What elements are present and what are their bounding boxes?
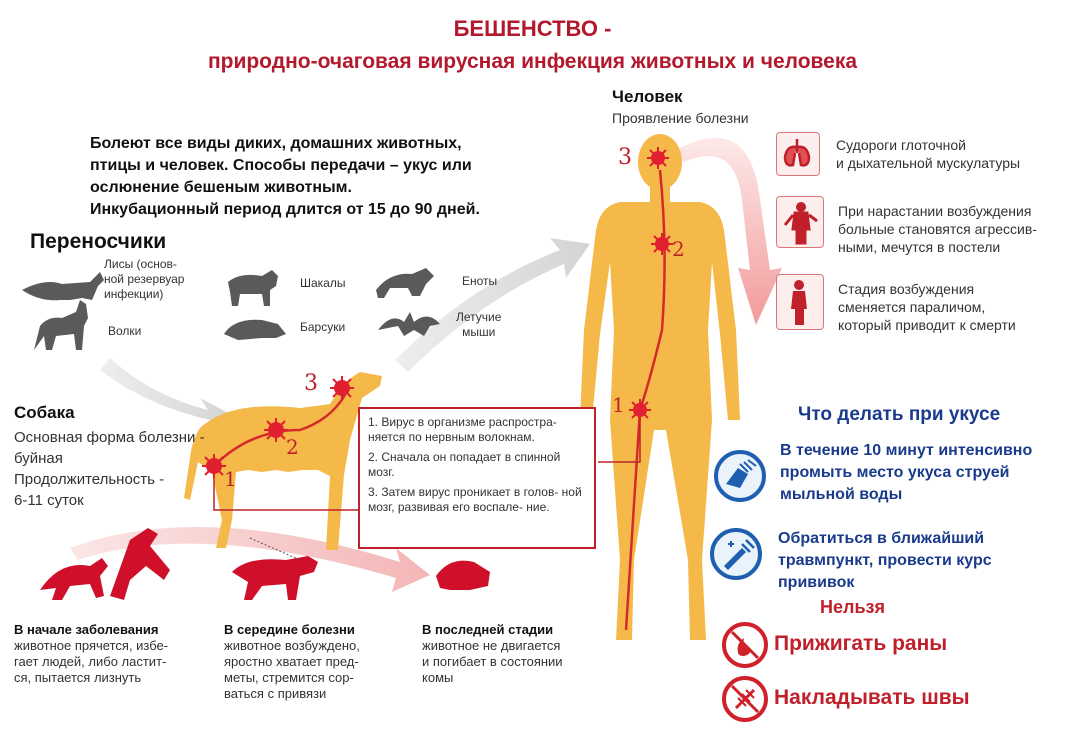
human-nerve-marker-1 <box>629 399 651 421</box>
action-line: В течение 10 минут интенсивно <box>780 442 1033 459</box>
dog-nerve-marker-2 <box>264 418 288 442</box>
lungs-icon <box>776 132 820 176</box>
stage-2-title: В середине болезни <box>224 622 355 637</box>
stage-line: меты, стремится сор- <box>224 670 354 685</box>
intro-line: птицы и человек. Способы передачи – укус или <box>90 157 472 174</box>
page-title: БЕШЕНСТВО - <box>453 16 612 41</box>
dog-nerve-marker-1 <box>202 454 226 478</box>
wolf-silhouette <box>34 300 88 350</box>
symptom-line: и дыхательной мускулатуры <box>836 155 1021 171</box>
stage-line: животное не двигается <box>422 638 561 653</box>
fox-caption-line: инфекции) <box>104 287 164 301</box>
virus-step-2: 2. Сначала он попадает в спинной мозг. <box>368 450 561 479</box>
symptom-line: который приводит к смерти <box>838 317 1016 333</box>
page-subtitle: природно-очаговая вирусная инфекция животных и человека <box>207 50 858 73</box>
symptom-2-text <box>838 202 1037 256</box>
virus-step-1: 1. Вирус в организме распростра- няется по нервным волокнам. <box>368 415 557 444</box>
badger-caption: Барсуки <box>300 320 346 334</box>
stage-line: яростно хватает пред- <box>224 654 359 669</box>
stage-line: животное прячется, избе- <box>14 638 169 653</box>
wolf-caption: Волки <box>108 324 142 338</box>
human-nerve-marker-2 <box>651 233 673 255</box>
bat-caption <box>456 310 501 340</box>
action-line: прививок <box>778 574 855 591</box>
action-line: промыть место укуса струей <box>780 464 1010 481</box>
symptom-3-text <box>838 280 1016 334</box>
symptom-line: Стадия возбуждения <box>838 281 975 297</box>
agitated-person-icon <box>776 196 824 248</box>
symptom-line: больные становятся агрессив- <box>838 221 1037 237</box>
wash-hands-icon <box>714 450 766 502</box>
dog-marker-label-3: 3 <box>304 371 318 396</box>
stage-1-title: В начале заболевания <box>14 622 159 637</box>
human-marker-label-2: 2 <box>672 237 685 261</box>
human-subtitle: Проявление болезни <box>612 110 749 126</box>
stage-3-title: В последней стадии <box>422 622 554 637</box>
vaccine-syringe-icon <box>710 528 762 580</box>
jackal-caption: Шакалы <box>300 276 346 290</box>
virus-step-3: 3. Затем вирус проникает в голов- ной мозг, развивая его воспале- ние. <box>368 485 582 514</box>
stage-line: ся, пытается лизнуть <box>14 670 142 685</box>
symptom-line: сменяется параличом, <box>838 299 986 315</box>
human-nerve-marker-3 <box>647 147 669 169</box>
paralyzed-person-icon <box>776 274 824 330</box>
symptom-1-text <box>836 136 1020 172</box>
action-2-text <box>778 528 992 594</box>
stage-3-text <box>422 622 612 686</box>
dog-description-line: Основная форма болезни - <box>14 429 205 446</box>
dog-description <box>14 427 205 511</box>
human-marker-label-3: 3 <box>618 145 632 170</box>
action-line: мыльной воды <box>780 486 903 503</box>
dog-marker-label-2: 2 <box>286 435 299 459</box>
no-cauterize-icon <box>722 622 768 668</box>
dog-nerve-marker-3 <box>330 376 354 400</box>
dog-title: Собака <box>14 403 75 422</box>
stage-2-text <box>224 622 414 702</box>
fox-caption <box>104 257 184 302</box>
symptom-line: При нарастании возбуждения <box>838 203 1032 219</box>
dog-description-line: буйная <box>14 450 63 467</box>
dog-description-line: Продолжительность - <box>14 471 165 488</box>
stage-1-text <box>14 622 214 686</box>
no-stitches-icon <box>722 676 768 722</box>
dog-marker-label-1: 1 <box>224 467 237 491</box>
raccoon-caption: Еноты <box>462 274 498 288</box>
stage-line: гает людей, либо ластит- <box>14 654 167 669</box>
carriers-title: Переносчики <box>30 230 167 253</box>
action-line: Обратиться в ближайший <box>778 530 985 547</box>
bat-caption-line: мыши <box>462 325 496 339</box>
prohibited-title: Нельзя <box>820 597 885 617</box>
raccoon-silhouette <box>376 268 434 298</box>
arrow-dog-to-human <box>395 238 590 372</box>
fox-silhouette <box>22 272 104 300</box>
intro-line: Инкубационный период длится от 15 до 90 дней. <box>90 201 480 218</box>
symptom-line: Судороги глоточной <box>836 137 966 153</box>
human-marker-label-1: 1 <box>612 393 625 417</box>
jackal-silhouette <box>228 270 278 306</box>
fox-caption-line: ной резервуар <box>104 272 185 286</box>
stage3-dog-silhouette <box>436 561 490 590</box>
intro-line: Болеют все виды диких, домашних животных, <box>90 135 462 152</box>
dog-description-line: 6-11 суток <box>14 492 84 509</box>
prohibited-2-label: Накладывать швы <box>774 686 970 709</box>
action-line: травмпункт, провести курс <box>778 552 992 569</box>
symptom-line: ными, мечутся в постели <box>838 239 1001 255</box>
fox-caption-line: Лисы (основ- <box>104 257 177 271</box>
bat-caption-line: Летучие <box>456 310 502 324</box>
stage2-dog-silhouette <box>232 556 318 600</box>
stage-line: животное возбуждено, <box>224 638 360 653</box>
actions-title: Что делать при укусе <box>798 404 1001 425</box>
stage-line: и погибает в состоянии <box>422 654 563 669</box>
intro-line: ослюнение бешеным животным. <box>90 179 352 196</box>
prohibited-1-label: Прижигать раны <box>774 632 948 655</box>
action-1-text <box>780 440 1032 506</box>
human-title: Человек <box>612 87 683 106</box>
badger-silhouette <box>224 320 286 340</box>
stage-line: ваться с привязи <box>224 686 327 701</box>
stage-line: комы <box>422 670 454 685</box>
virus-spread-box <box>358 407 596 549</box>
intro-text <box>90 133 560 221</box>
